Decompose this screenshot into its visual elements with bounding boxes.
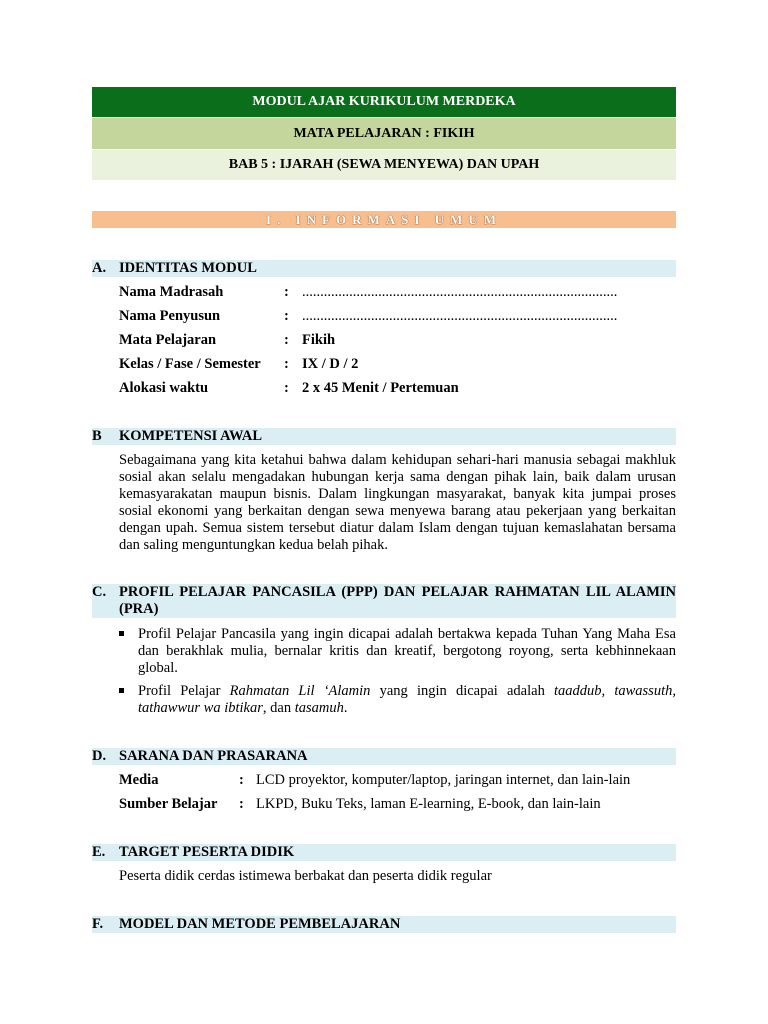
row-label: Nama Penyusun (119, 308, 221, 324)
competency-paragraph: Sebagaimana yang kita ketahui bahwa dalam kehidupan sehari-hari manusia sebagai makhluk sosial akan selalu mengadakan hubungan kerja sama dengan pihak lain, baik dalam urusan kemasyarakatan maupun bisnis. Dalam lingkungan masyarakat, banyak kita jumpai proses sosial ekonomi yang berkaitan dengan sewa menyewa barang atau pekerjaan yang berkaitan dengan upah. Semua sistem tersebut diatur dalam Islam dengan tujuan kemaslahatan bersama dan saling menguntungkan kedua belah pihak. (119, 452, 676, 553)
row-value: Fikih (302, 332, 336, 348)
text-run: Profil Pelajar (138, 683, 230, 699)
row-label: Media (119, 772, 159, 788)
row-colon: : (284, 332, 289, 348)
bullet-icon (119, 688, 124, 693)
row-value: LCD proyektor, komputer/laptop, jaringan internet, dan lain-lain (256, 772, 631, 788)
row-label: Kelas / Fase / Semester (119, 356, 261, 372)
section-title: PROFIL PELAJAR PANCASILA (PPP) DAN PELAJAR RAHMATAN LIL ALAMIN (PRA) (119, 584, 676, 617)
section-number: D. (92, 748, 107, 764)
section-a-heading (92, 260, 676, 277)
row-value: LKPD, Buku Teks, laman E-learning, E-book, dan lain-lain (256, 796, 601, 812)
list-item-text: Profil Pelajar Pancasila yang ingin dicapai adalah bertakwa kepada Tuhan Yang Maha Esa dan berakhlak mulia, bernalar kritis dan kreatif, bergotong royong, serta kebhinnekaan global. (138, 626, 676, 676)
section-b-heading (92, 428, 676, 445)
row-value: 2 x 45 Menit / Pertemuan (302, 380, 459, 396)
section-number: F. (92, 916, 104, 932)
row-label: Sumber Belajar (119, 796, 218, 812)
section-e-heading (92, 844, 676, 861)
list-item (119, 626, 676, 677)
list-item-text (138, 683, 676, 717)
target-text: Peserta didik cerdas istimewa berbakat dan peserta didik regular (119, 868, 492, 884)
subject-title: MATA PELAJARAN : FIKIH (92, 118, 676, 149)
row-colon: : (284, 308, 289, 324)
text-run: , dan (262, 700, 295, 716)
row-colon: : (284, 380, 289, 396)
row-value: IX / D / 2 (302, 356, 359, 372)
chapter-title: BAB 5 : IJARAH (SEWA MENYEWA) DAN UPAH (92, 150, 676, 180)
text-run: . (343, 700, 348, 716)
section-title: MODEL DAN METODE PEMBELAJARAN (119, 916, 401, 932)
module-title: MODUL AJAR KURIKULUM MERDEKA (92, 87, 676, 117)
section-title: KOMPETENSI AWAL (119, 428, 263, 444)
row-colon: : (239, 772, 244, 788)
row-label: Mata Pelajaran (119, 332, 217, 348)
section-d-heading (92, 748, 676, 765)
row-label: Nama Madrasah (119, 284, 224, 300)
section-title: IDENTITAS MODUL (119, 260, 257, 276)
row-value: ....................................................................................... (302, 284, 618, 300)
section-number: C. (92, 584, 107, 600)
info-heading: I. INFORMASI UMUM (92, 211, 676, 228)
section-number: E. (92, 844, 106, 860)
row-colon: : (284, 356, 289, 372)
row-value: ....................................................................................... (302, 308, 618, 324)
text-run: yang ingin dicapai adalah (370, 683, 555, 699)
section-number: B (92, 428, 102, 444)
section-number: A. (92, 260, 107, 276)
bullet-icon (119, 631, 124, 636)
row-colon: : (284, 284, 289, 300)
italic-term: taaddub, tawassuth, tathawwur wa ibtikar (138, 683, 676, 716)
italic-term: tasamuh (294, 700, 344, 716)
italic-term: Rahmatan Lil ‘Alamin (229, 683, 371, 699)
row-label: Alokasi waktu (119, 380, 209, 396)
section-f-heading (92, 916, 676, 933)
section-c-heading (92, 584, 676, 618)
row-colon: : (239, 796, 244, 812)
section-title: SARANA DAN PRASARANA (119, 748, 308, 764)
section-title: TARGET PESERTA DIDIK (119, 844, 295, 860)
list-item (119, 683, 676, 717)
